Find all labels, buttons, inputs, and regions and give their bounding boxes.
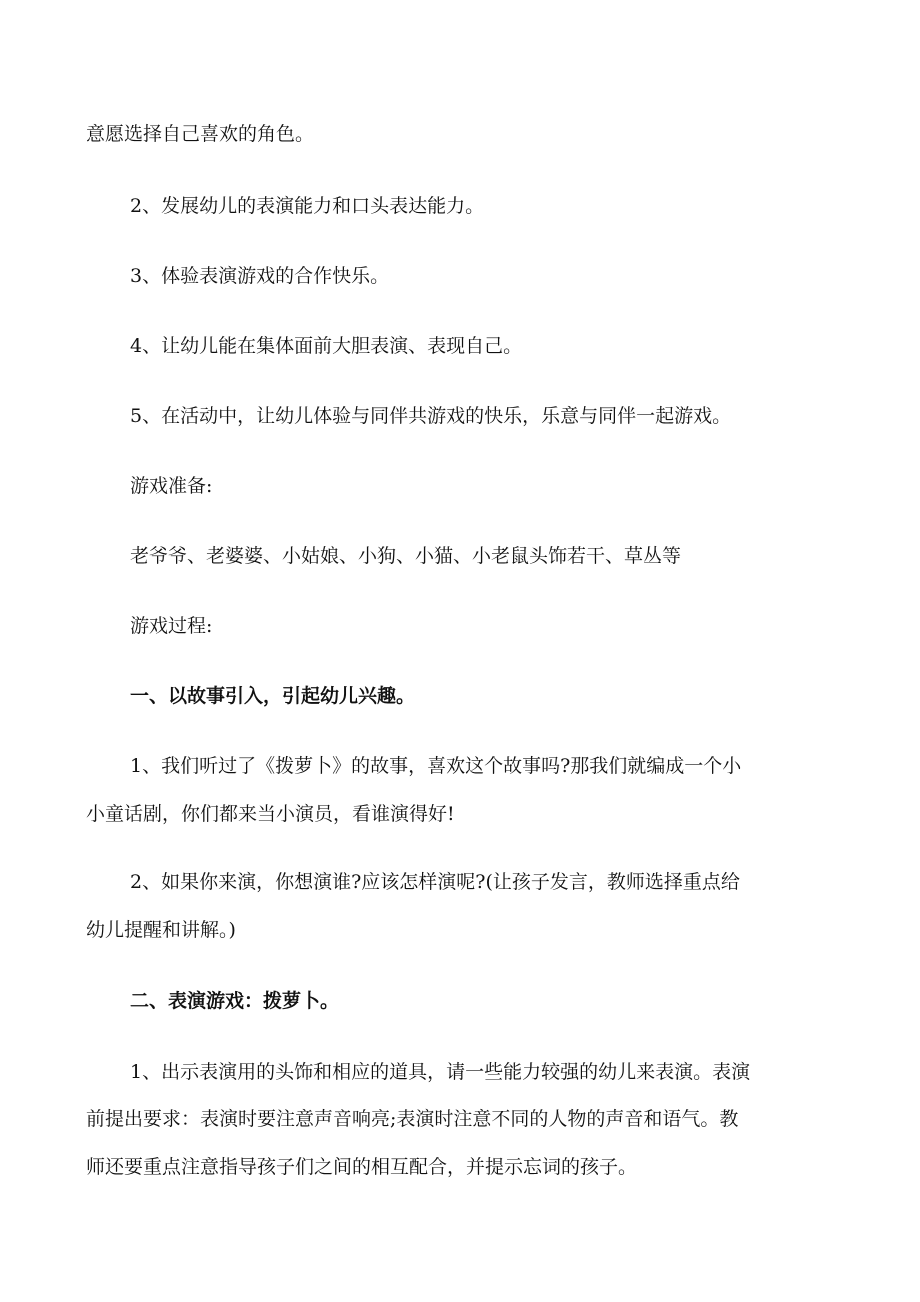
heading-performance-game: 二、表演游戏：拨萝卜。 xyxy=(130,990,340,1012)
objective-item-2: 2、发展幼儿的表演能力和口头表达能力。 xyxy=(130,195,485,217)
paragraph-line-continuation: 意愿选择自己喜欢的角色。 xyxy=(86,123,315,145)
performance-item-1-line-3: 师还要重点注意指导孩子们之间的相互配合，并提示忘词的孩子。 xyxy=(86,1156,638,1178)
objective-item-5: 5、在活动中，让幼儿体验与同伴共游戏的快乐，乐意与同伴一起游戏。 xyxy=(130,405,732,427)
story-item-2-line-2: 幼儿提醒和讲解。) xyxy=(86,919,236,941)
performance-item-1-line-1: 1、出示表演用的头饰和相应的道具，请一些能力较强的幼儿来表演。表演 xyxy=(130,1061,751,1083)
story-item-1-line-2: 小童话剧，你们都来当小演员，看谁演得好! xyxy=(86,803,455,825)
performance-item-1-line-2: 前提出要求：表演时要注意声音响亮;表演时注意不同的人物的声音和语气。教 xyxy=(86,1108,739,1130)
objective-item-3: 3、体验表演游戏的合作快乐。 xyxy=(130,265,390,287)
objective-item-4: 4、让幼儿能在集体面前大胆表演、表现自己。 xyxy=(130,335,523,357)
story-item-2-line-1: 2、如果你来演，你想演谁?应该怎样演呢?(让孩子发言，教师选择重点给 xyxy=(130,871,740,893)
preparation-materials: 老爷爷、老婆婆、小姑娘、小狗、小猫、小老鼠头饰若干、草丛等 xyxy=(130,545,682,567)
section-label-process: 游戏过程: xyxy=(130,615,213,637)
story-item-1-line-1: 1、我们听过了《拨萝卜》的故事，喜欢这个故事吗?那我们就编成一个小 xyxy=(130,755,742,777)
heading-story-introduction: 一、以故事引入，引起幼儿兴趣。 xyxy=(130,685,416,707)
section-label-preparation: 游戏准备: xyxy=(130,475,213,497)
